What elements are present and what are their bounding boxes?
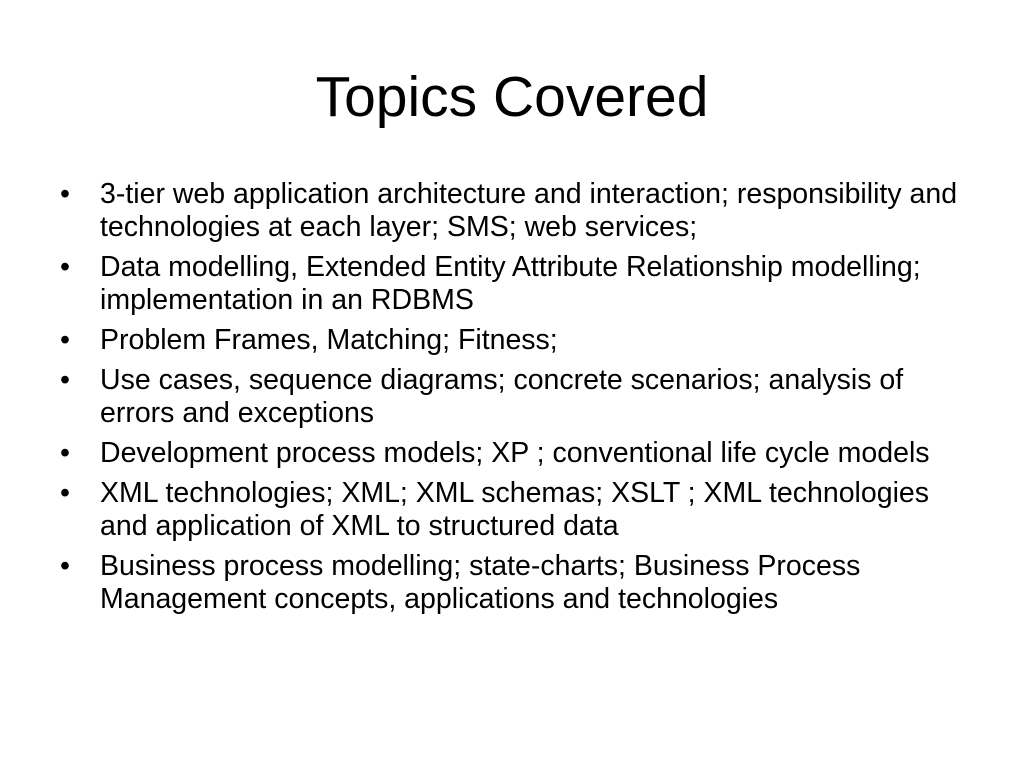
bullet-icon: • (60, 178, 70, 210)
bullet-icon: • (60, 251, 70, 283)
bullet-text: Development process models; XP ; conventional life cycle models (100, 437, 930, 469)
bullet-item-xml (56, 477, 966, 543)
bullet-item-process-models (56, 437, 966, 470)
bullet-icon: • (60, 364, 70, 396)
bullet-icon: • (60, 324, 70, 356)
bullet-text: XML technologies; XML; XML schemas; XSLT ; XML technologies and application of XML to structured data (100, 477, 930, 542)
bullet-icon: • (60, 477, 70, 509)
bullet-icon: • (60, 437, 70, 469)
bullet-item-problem-frames (56, 324, 966, 357)
bullet-item-use-cases (56, 364, 966, 430)
bullet-icon: • (60, 550, 70, 582)
bullet-item-architecture (56, 178, 966, 244)
bullet-list (56, 178, 966, 623)
bullet-text: Problem Frames, Matching; Fitness; (100, 324, 558, 356)
bullet-text: Business process modelling; state-charts; Business Process Management concepts, applications and technologies (100, 550, 861, 615)
bullet-text: 3-tier web application architecture and interaction; responsibility and technologies at each layer; SMS; web services; (100, 178, 958, 243)
bullet-item-business-process (56, 550, 966, 616)
bullet-text: Use cases, sequence diagrams; concrete scenarios; analysis of errors and exceptions (100, 364, 904, 429)
slide-title: Topics Covered (315, 65, 709, 129)
bullet-item-data-modelling (56, 251, 966, 317)
bullet-text: Data modelling, Extended Entity Attribute Relationship modelling; implementation in an RDBMS (100, 251, 921, 316)
